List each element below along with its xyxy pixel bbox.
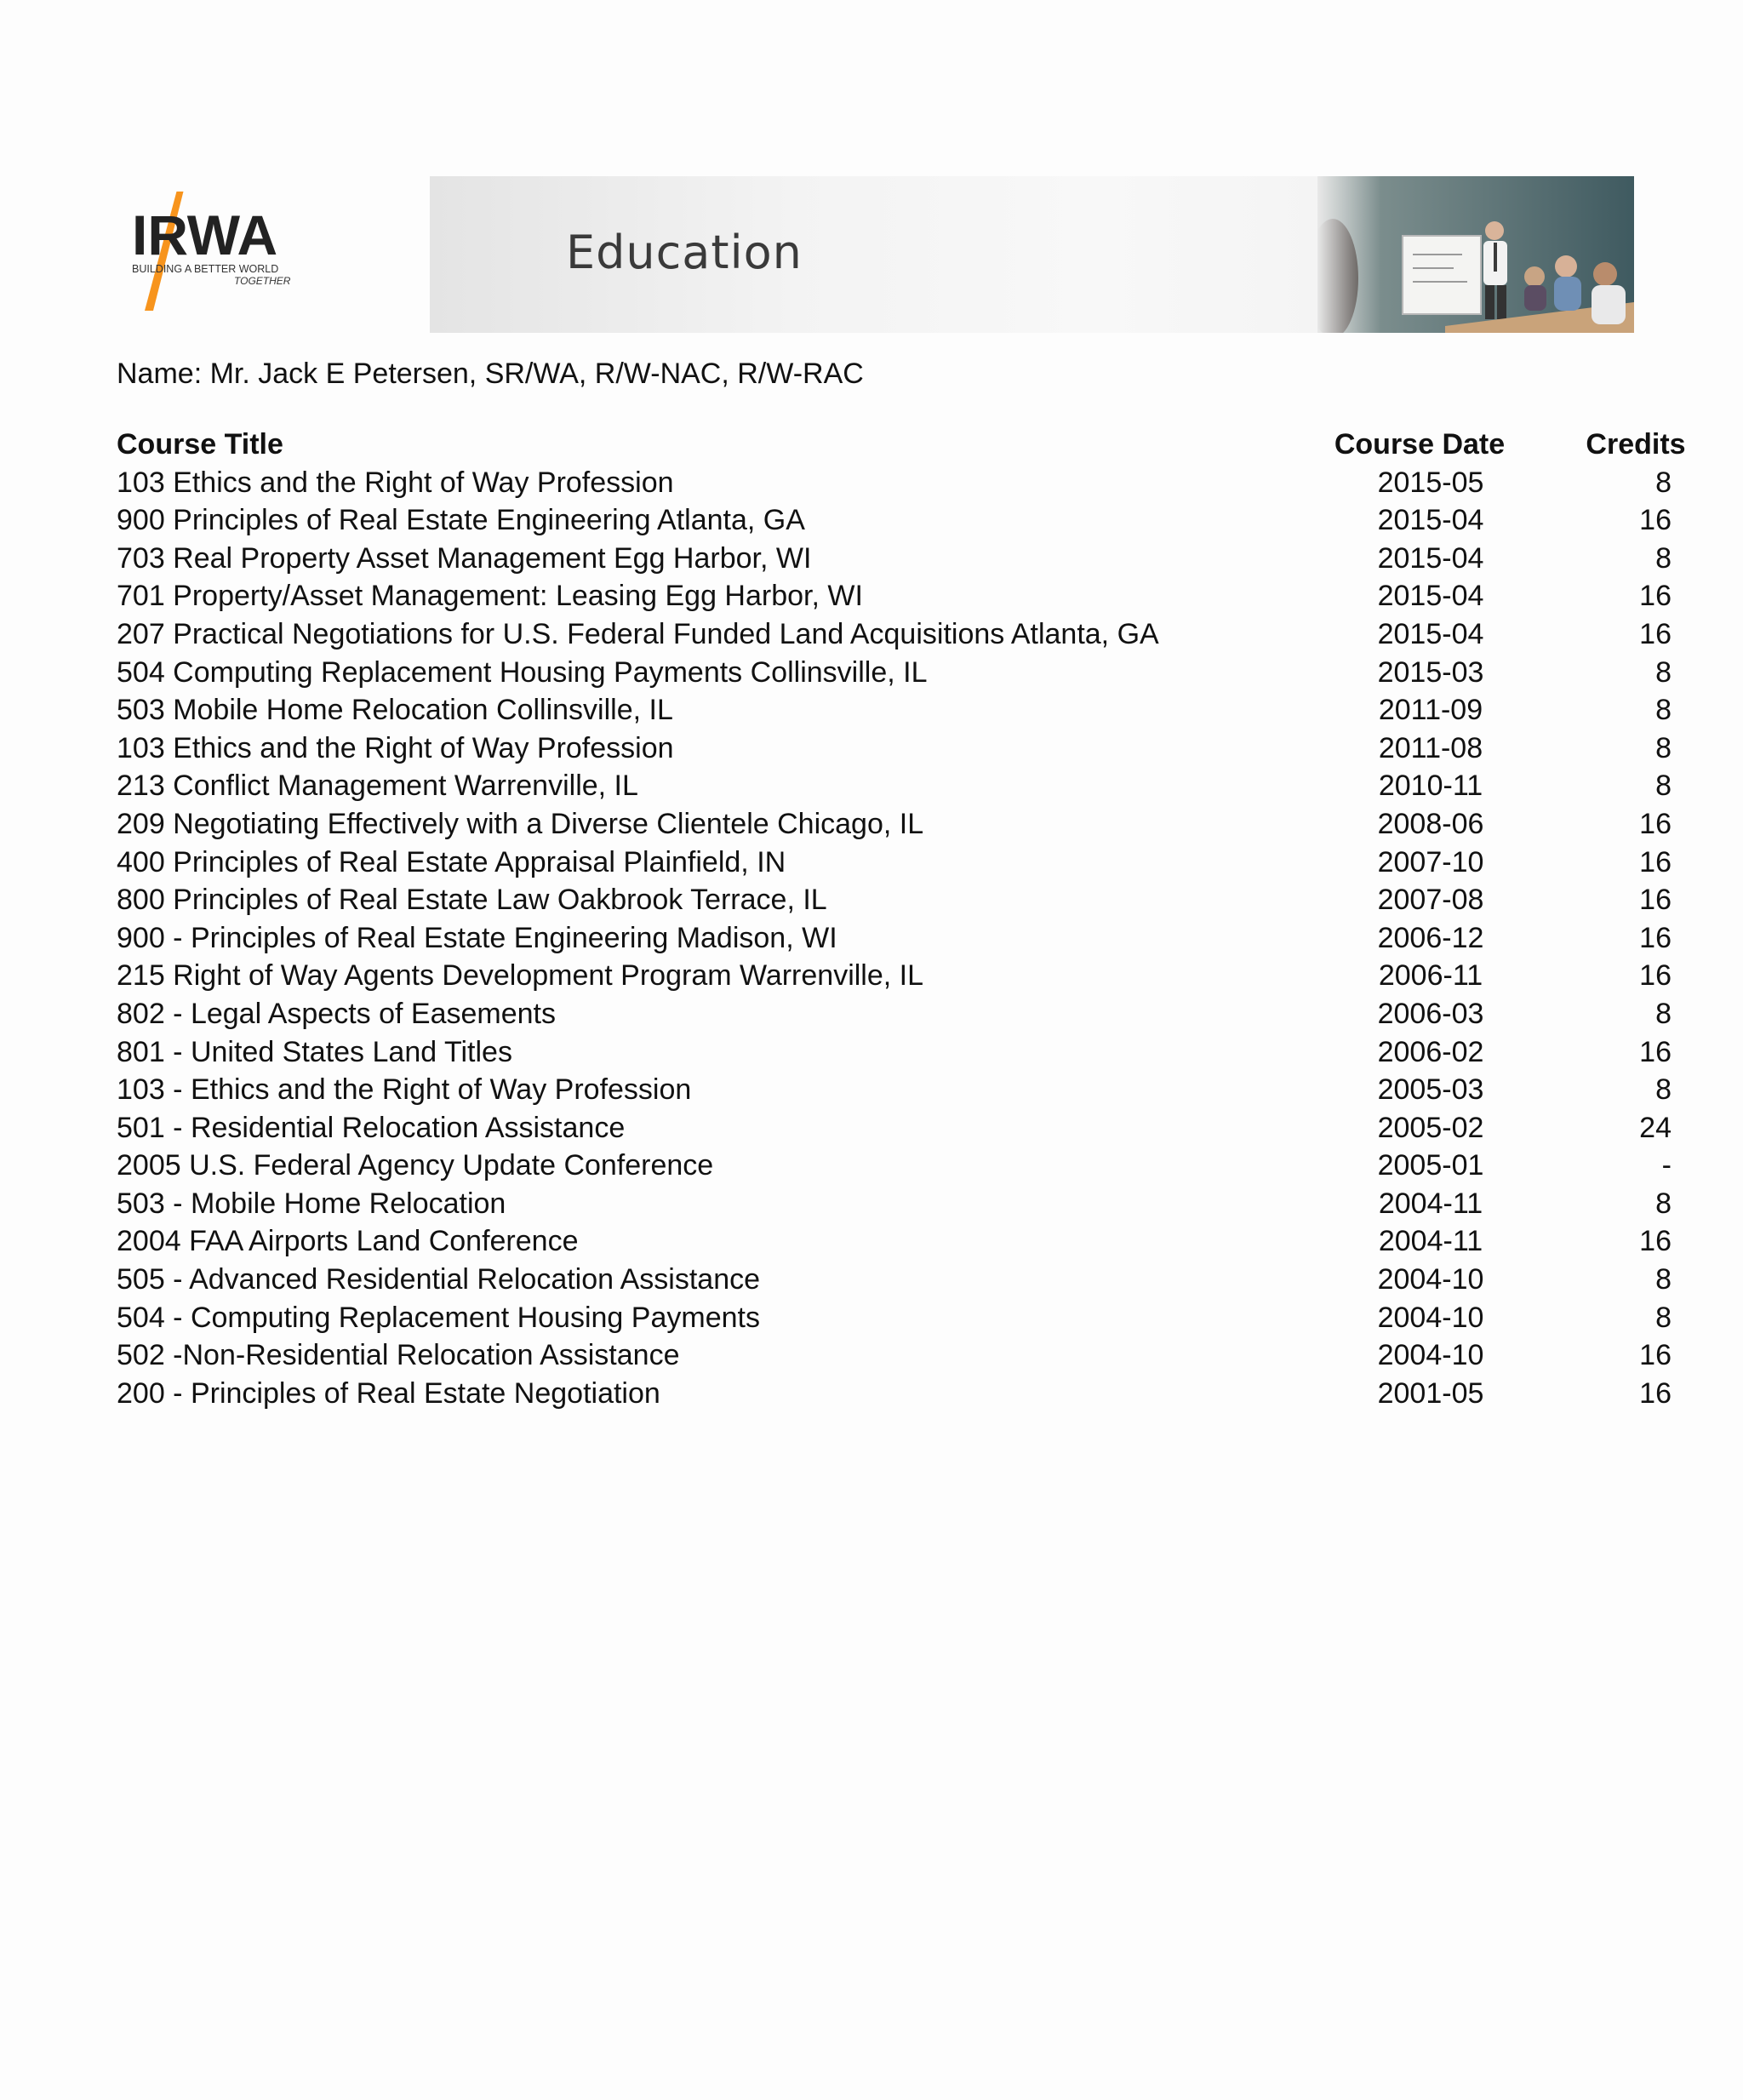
course-date-cell: 2015-04 — [1377, 617, 1484, 650]
course-date-cell: 2005-01 — [1377, 1149, 1484, 1182]
table-row — [117, 1109, 1672, 1147]
course-title-cell: 209 Negotiating Effectively with a Diverse Clientele Chicago, IL — [117, 807, 924, 840]
course-title-cell: 505 - Advanced Residential Relocation Assistance — [117, 1263, 761, 1296]
credits-cell: 16 — [1639, 504, 1672, 537]
course-date-cell: 2007-08 — [1377, 884, 1484, 917]
table-row — [117, 1033, 1672, 1072]
course-title-cell: 503 Mobile Home Relocation Collinsville, IL — [117, 694, 673, 727]
course-date-cell: 2006-03 — [1377, 997, 1484, 1030]
table-row — [117, 1071, 1672, 1109]
course-date-cell: 2004-11 — [1378, 1187, 1483, 1220]
course-title-cell: 2005 U.S. Federal Agency Update Conference — [117, 1149, 714, 1182]
table-row — [117, 464, 1672, 502]
course-date-cell: 2015-04 — [1377, 504, 1484, 537]
course-date-cell: 2015-04 — [1377, 541, 1484, 575]
course-title-cell: 2004 FAA Airports Land Conference — [117, 1225, 579, 1258]
course-title-cell: 801 - United States Land Titles — [117, 1035, 512, 1068]
course-title-cell: 501 - Residential Relocation Assistance — [117, 1111, 626, 1144]
table-row — [117, 844, 1672, 882]
credits-cell: 16 — [1639, 959, 1672, 993]
credits-cell: 16 — [1639, 1225, 1672, 1258]
course-table — [117, 426, 1686, 1412]
table-row — [117, 1147, 1672, 1185]
credits-cell: 16 — [1639, 1339, 1672, 1372]
table-row — [117, 1261, 1672, 1299]
course-title-cell: 215 Right of Way Agents Development Program Warrenville, IL — [117, 959, 924, 993]
course-date-cell: 2007-10 — [1377, 845, 1484, 878]
table-row — [117, 577, 1672, 615]
logo-tagline-1: BUILDING A BETTER WORLD — [132, 263, 279, 275]
credits-cell: 16 — [1639, 617, 1672, 650]
course-title-cell: 900 - Principles of Real Estate Engineering Madison, WI — [117, 921, 837, 954]
table-header-row — [117, 426, 1686, 464]
logo-wordmark: IRWA — [132, 203, 278, 266]
course-title-cell: 504 - Computing Replacement Housing Payments — [117, 1301, 760, 1334]
table-row — [117, 615, 1672, 654]
credits-cell: - — [1661, 1149, 1672, 1182]
credits-cell: 24 — [1639, 1111, 1672, 1144]
credits-cell: 16 — [1639, 921, 1672, 954]
course-title-cell: 502 -Non-Residential Relocation Assistance — [117, 1339, 680, 1372]
table-row — [117, 501, 1672, 540]
credits-cell: 8 — [1655, 997, 1672, 1030]
credits-cell: 8 — [1655, 1301, 1672, 1334]
table-row — [117, 1299, 1672, 1337]
course-date-cell: 2006-02 — [1377, 1035, 1484, 1068]
course-title-cell: 200 - Principles of Real Estate Negotiation — [117, 1376, 660, 1410]
course-date-cell: 2004-11 — [1378, 1225, 1483, 1258]
table-row — [117, 540, 1672, 578]
course-title-cell: 400 Principles of Real Estate Appraisal Plainfield, IN — [117, 845, 786, 878]
table-row — [117, 881, 1672, 919]
course-title-cell: 701 Property/Asset Management: Leasing Egg Harbor, WI — [117, 580, 863, 613]
table-row — [117, 995, 1672, 1033]
header-course-date: Course Date — [1334, 428, 1506, 461]
course-date-cell: 2006-11 — [1378, 959, 1483, 993]
banner-title: Education — [566, 226, 803, 279]
credits-cell: 8 — [1655, 1187, 1672, 1220]
course-title-cell: 207 Practical Negotiations for U.S. Federal Funded Land Acquisitions Atlanta, GA — [117, 617, 1159, 650]
course-title-cell: 103 Ethics and the Right of Way Profession — [117, 731, 674, 764]
participant-name: Name: Mr. Jack E Petersen, SR/WA, R/W-NAC, R/W-RAC — [117, 358, 864, 390]
credits-cell: 8 — [1655, 541, 1672, 575]
credits-cell: 8 — [1655, 694, 1672, 727]
credits-cell: 16 — [1639, 884, 1672, 917]
course-date-cell: 2015-05 — [1377, 466, 1484, 499]
course-title-cell: 504 Computing Replacement Housing Payments Collinsville, IL — [117, 655, 928, 689]
credits-cell: 8 — [1655, 731, 1672, 764]
course-title-cell: 703 Real Property Asset Management Egg Harbor, WI — [117, 541, 812, 575]
logo-tagline-2: TOGETHER — [234, 275, 291, 287]
credits-cell: 16 — [1639, 1035, 1672, 1068]
credits-cell: 8 — [1655, 1073, 1672, 1107]
course-date-cell: 2004-10 — [1377, 1339, 1484, 1372]
course-date-cell: 2015-03 — [1377, 655, 1484, 689]
table-row — [117, 767, 1672, 805]
course-title-cell: 503 - Mobile Home Relocation — [117, 1187, 506, 1220]
course-title-cell: 103 Ethics and the Right of Way Profession — [117, 466, 674, 499]
course-title-cell: 213 Conflict Management Warrenville, IL — [117, 770, 638, 803]
irwa-logo — [128, 192, 306, 315]
credits-cell: 16 — [1639, 1376, 1672, 1410]
credits-cell: 8 — [1655, 655, 1672, 689]
table-row — [117, 1222, 1672, 1261]
course-date-cell: 2008-06 — [1377, 807, 1484, 840]
course-date-cell: 2004-10 — [1377, 1301, 1484, 1334]
course-title-cell: 103 - Ethics and the Right of Way Profession — [117, 1073, 692, 1107]
table-row — [117, 730, 1672, 768]
course-date-cell: 2015-04 — [1377, 580, 1484, 613]
table-row — [117, 1336, 1672, 1375]
course-date-cell: 2005-03 — [1377, 1073, 1484, 1107]
course-date-cell: 2011-08 — [1378, 731, 1483, 764]
credits-cell: 8 — [1655, 770, 1672, 803]
table-row — [117, 957, 1672, 995]
table-row — [117, 919, 1672, 958]
course-title-cell: 800 Principles of Real Estate Law Oakbrook Terrace, IL — [117, 884, 827, 917]
classroom-photo — [1317, 176, 1634, 333]
table-row — [117, 805, 1672, 844]
header-course-title: Course Title — [117, 428, 283, 461]
credits-cell: 16 — [1639, 807, 1672, 840]
course-date-cell: 2004-10 — [1377, 1263, 1484, 1296]
credits-cell: 8 — [1655, 1263, 1672, 1296]
course-title-cell: 900 Principles of Real Estate Engineering Atlanta, GA — [117, 504, 805, 537]
course-date-cell: 2010-11 — [1378, 770, 1483, 803]
credits-cell: 16 — [1639, 580, 1672, 613]
education-banner — [430, 176, 1634, 333]
course-date-cell: 2005-02 — [1377, 1111, 1484, 1144]
course-date-cell: 2011-09 — [1378, 694, 1483, 727]
table-row — [117, 1185, 1672, 1223]
table-row — [117, 654, 1672, 692]
table-row — [117, 691, 1672, 730]
course-title-cell: 802 - Legal Aspects of Easements — [117, 997, 556, 1030]
credits-cell: 8 — [1655, 466, 1672, 499]
table-row — [117, 1375, 1672, 1413]
credits-cell: 16 — [1639, 845, 1672, 878]
course-date-cell: 2001-05 — [1377, 1376, 1484, 1410]
course-date-cell: 2006-12 — [1377, 921, 1484, 954]
header-credits: Credits — [1586, 428, 1686, 461]
